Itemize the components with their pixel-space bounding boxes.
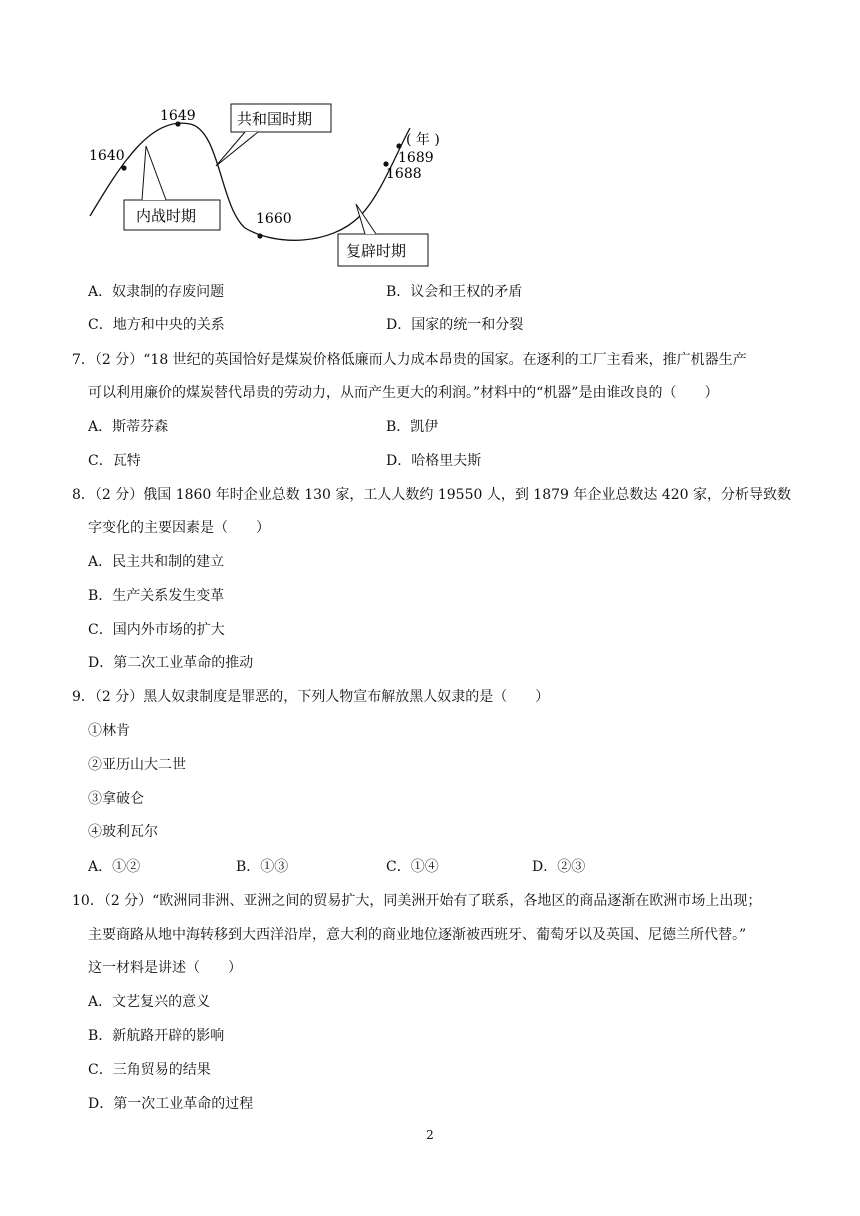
q7-option-a: A．斯蒂芬森 xyxy=(88,419,169,435)
point-1640 xyxy=(121,165,126,170)
q9-item-3: ③拿破仑 xyxy=(88,791,144,807)
point-1689 xyxy=(396,143,401,148)
q7-option-c: C．瓦特 xyxy=(88,453,141,469)
q10-option-d: D．第一次工业革命的过程 xyxy=(88,1096,254,1112)
q10-stem-line2: 主要商路从地中海转移到大西洋沿岸，意大利的商业地位逐渐被西班牙、葡萄牙以及英国、尼德兰所代替。” xyxy=(88,927,747,943)
label-1689: 1689 xyxy=(398,150,434,166)
box-civil-war-pointer xyxy=(142,146,166,200)
q9-item-1: ①林肯 xyxy=(88,723,130,739)
q10-option-b: B．新航路开辟的影响 xyxy=(88,1028,225,1044)
q9-item-4: ④玻利瓦尔 xyxy=(88,824,158,840)
q8-option-c: C．国内外市场的扩大 xyxy=(88,622,225,638)
label-1660: 1660 xyxy=(256,211,292,227)
label-1640: 1640 xyxy=(89,148,125,164)
page-number: 2 xyxy=(426,1128,434,1142)
q6-option-a: A．奴隶制的存废问题 xyxy=(88,284,225,300)
q8-option-d: D．第二次工业革命的推动 xyxy=(88,655,254,671)
year-unit-label: ( 年 ) xyxy=(406,132,440,148)
q6-option-b: B．议会和王权的矛盾 xyxy=(386,284,523,300)
q7-stem-line2: 可以利用廉价的煤炭替代昂贵的劳动力，从而产生更大的利润。”材料中的“机器”是由谁改良的（ ） xyxy=(88,385,719,401)
box-civil-war-label: 内战时期 xyxy=(136,207,197,225)
q10-stem-line3: 这一材料是讲述（ ） xyxy=(88,960,242,976)
box-republic-label: 共和国时期 xyxy=(237,110,313,128)
q9-option-b: B．①③ xyxy=(236,859,289,875)
q9-stem-line1: 9．（2 分）黑人奴隶制度是罪恶的，下列人物宣布解放黑人奴隶的是（ ） xyxy=(72,689,550,705)
point-1660 xyxy=(257,233,262,238)
q8-stem-line1: 8．（2 分）俄国 1860 年时企业总数 130 家，工人人数约 19550 人，到 1879 年企业总数达 420 家，分析导致数 xyxy=(72,487,792,503)
timeline-curve-diagram xyxy=(80,96,440,276)
q7-stem-line1: 7．（2 分）“18 世纪的英国恰好是煤炭价格低廉而人力成本昂贵的国家。在逐利的工厂主看来，推广机器生产 xyxy=(72,352,747,368)
box-republic-pointer xyxy=(216,132,258,166)
q9-option-d: D．②③ xyxy=(532,859,586,875)
q9-item-2: ②亚历山大二世 xyxy=(88,757,186,773)
q8-option-a: A．民主共和制的建立 xyxy=(88,554,225,570)
label-1649: 1649 xyxy=(160,108,196,124)
q7-option-d: D．哈格里夫斯 xyxy=(386,453,482,469)
q10-option-c: C．三角贸易的结果 xyxy=(88,1062,211,1078)
curve-svg xyxy=(80,96,440,276)
q10-option-a: A．文艺复兴的意义 xyxy=(88,994,211,1010)
q8-stem-line2: 字变化的主要因素是（ ） xyxy=(88,520,270,536)
box-restoration-label: 复辟时期 xyxy=(346,242,407,260)
q6-option-c: C．地方和中央的关系 xyxy=(88,317,225,333)
q9-option-a: A．①② xyxy=(88,859,141,875)
q10-stem-line1: 10．（2 分）“欧洲同非洲、亚洲之间的贸易扩大，同美洲开始有了联系，各地区的商品逐渐在欧洲市场上出现； xyxy=(72,893,762,909)
q7-option-b: B．凯伊 xyxy=(386,419,439,435)
q6-option-d: D．国家的统一和分裂 xyxy=(386,317,524,333)
label-1688: 1688 xyxy=(386,166,422,182)
q8-option-b: B．生产关系发生变革 xyxy=(88,588,225,604)
q9-option-c: C．①④ xyxy=(386,859,439,875)
